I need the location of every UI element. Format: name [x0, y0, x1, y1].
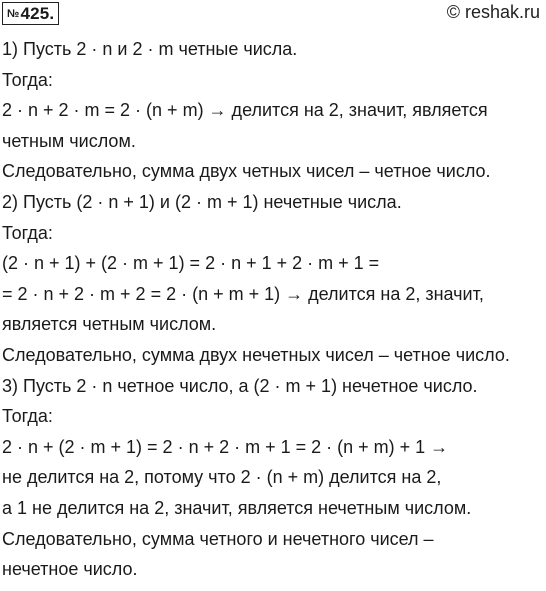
text-line: 1) Пусть 2 · n и 2 · m четные числа. [2, 39, 298, 59]
text-line: Тогда: [2, 222, 53, 243]
exercise-number-badge [2, 2, 59, 25]
text-line: не делится на 2, потому что 2 · (n + m) делится на 2, [2, 467, 442, 488]
exercise-number: 425. [20, 4, 55, 23]
text-line: Тогда: [2, 69, 53, 90]
header [0, 0, 546, 28]
text-line: Следовательно, сумма двух четных чисел – четное число. [2, 161, 491, 182]
text-line: четным числом. [2, 130, 136, 151]
text-line: 2) Пусть (2 · n + 1) и (2 · m + 1) нечетные числа. [2, 191, 402, 212]
number-sign: № [7, 8, 20, 20]
text-line: Следовательно, сумма двух нечетных чисел – четное число. [2, 344, 510, 365]
text-line: 3) Пусть 2 · n четное число, а (2 · m + 1) нечетное число. [2, 375, 478, 396]
text-line: (2 · n + 1) + (2 · m + 1) = 2 · n + 1 + 2 · m + 1 = [2, 253, 380, 274]
text-line: является четным числом. [2, 314, 217, 335]
text-line: нечетное число. [2, 559, 138, 580]
site-watermark: © reshak.ru [446, 2, 540, 22]
text-line: = 2 · n + 2 · m + 2 = 2 · (n + m + 1) → делится на 2, значит, [2, 283, 484, 304]
text-line: 2 · n + 2 · m = 2 · (n + m) → делится на 2, значит, является [2, 100, 488, 121]
text-line: Тогда: [2, 406, 53, 427]
text-line: а 1 не делится на 2, значит, является нечетным числом. [2, 497, 472, 518]
text-line: 2 · n + (2 · m + 1) = 2 · n + 2 · m + 1 = 2 · (n + m) + 1 → [2, 436, 449, 457]
solution-text [2, 34, 544, 585]
text-line: Следовательно, сумма четного и нечетного чисел – [2, 528, 434, 549]
